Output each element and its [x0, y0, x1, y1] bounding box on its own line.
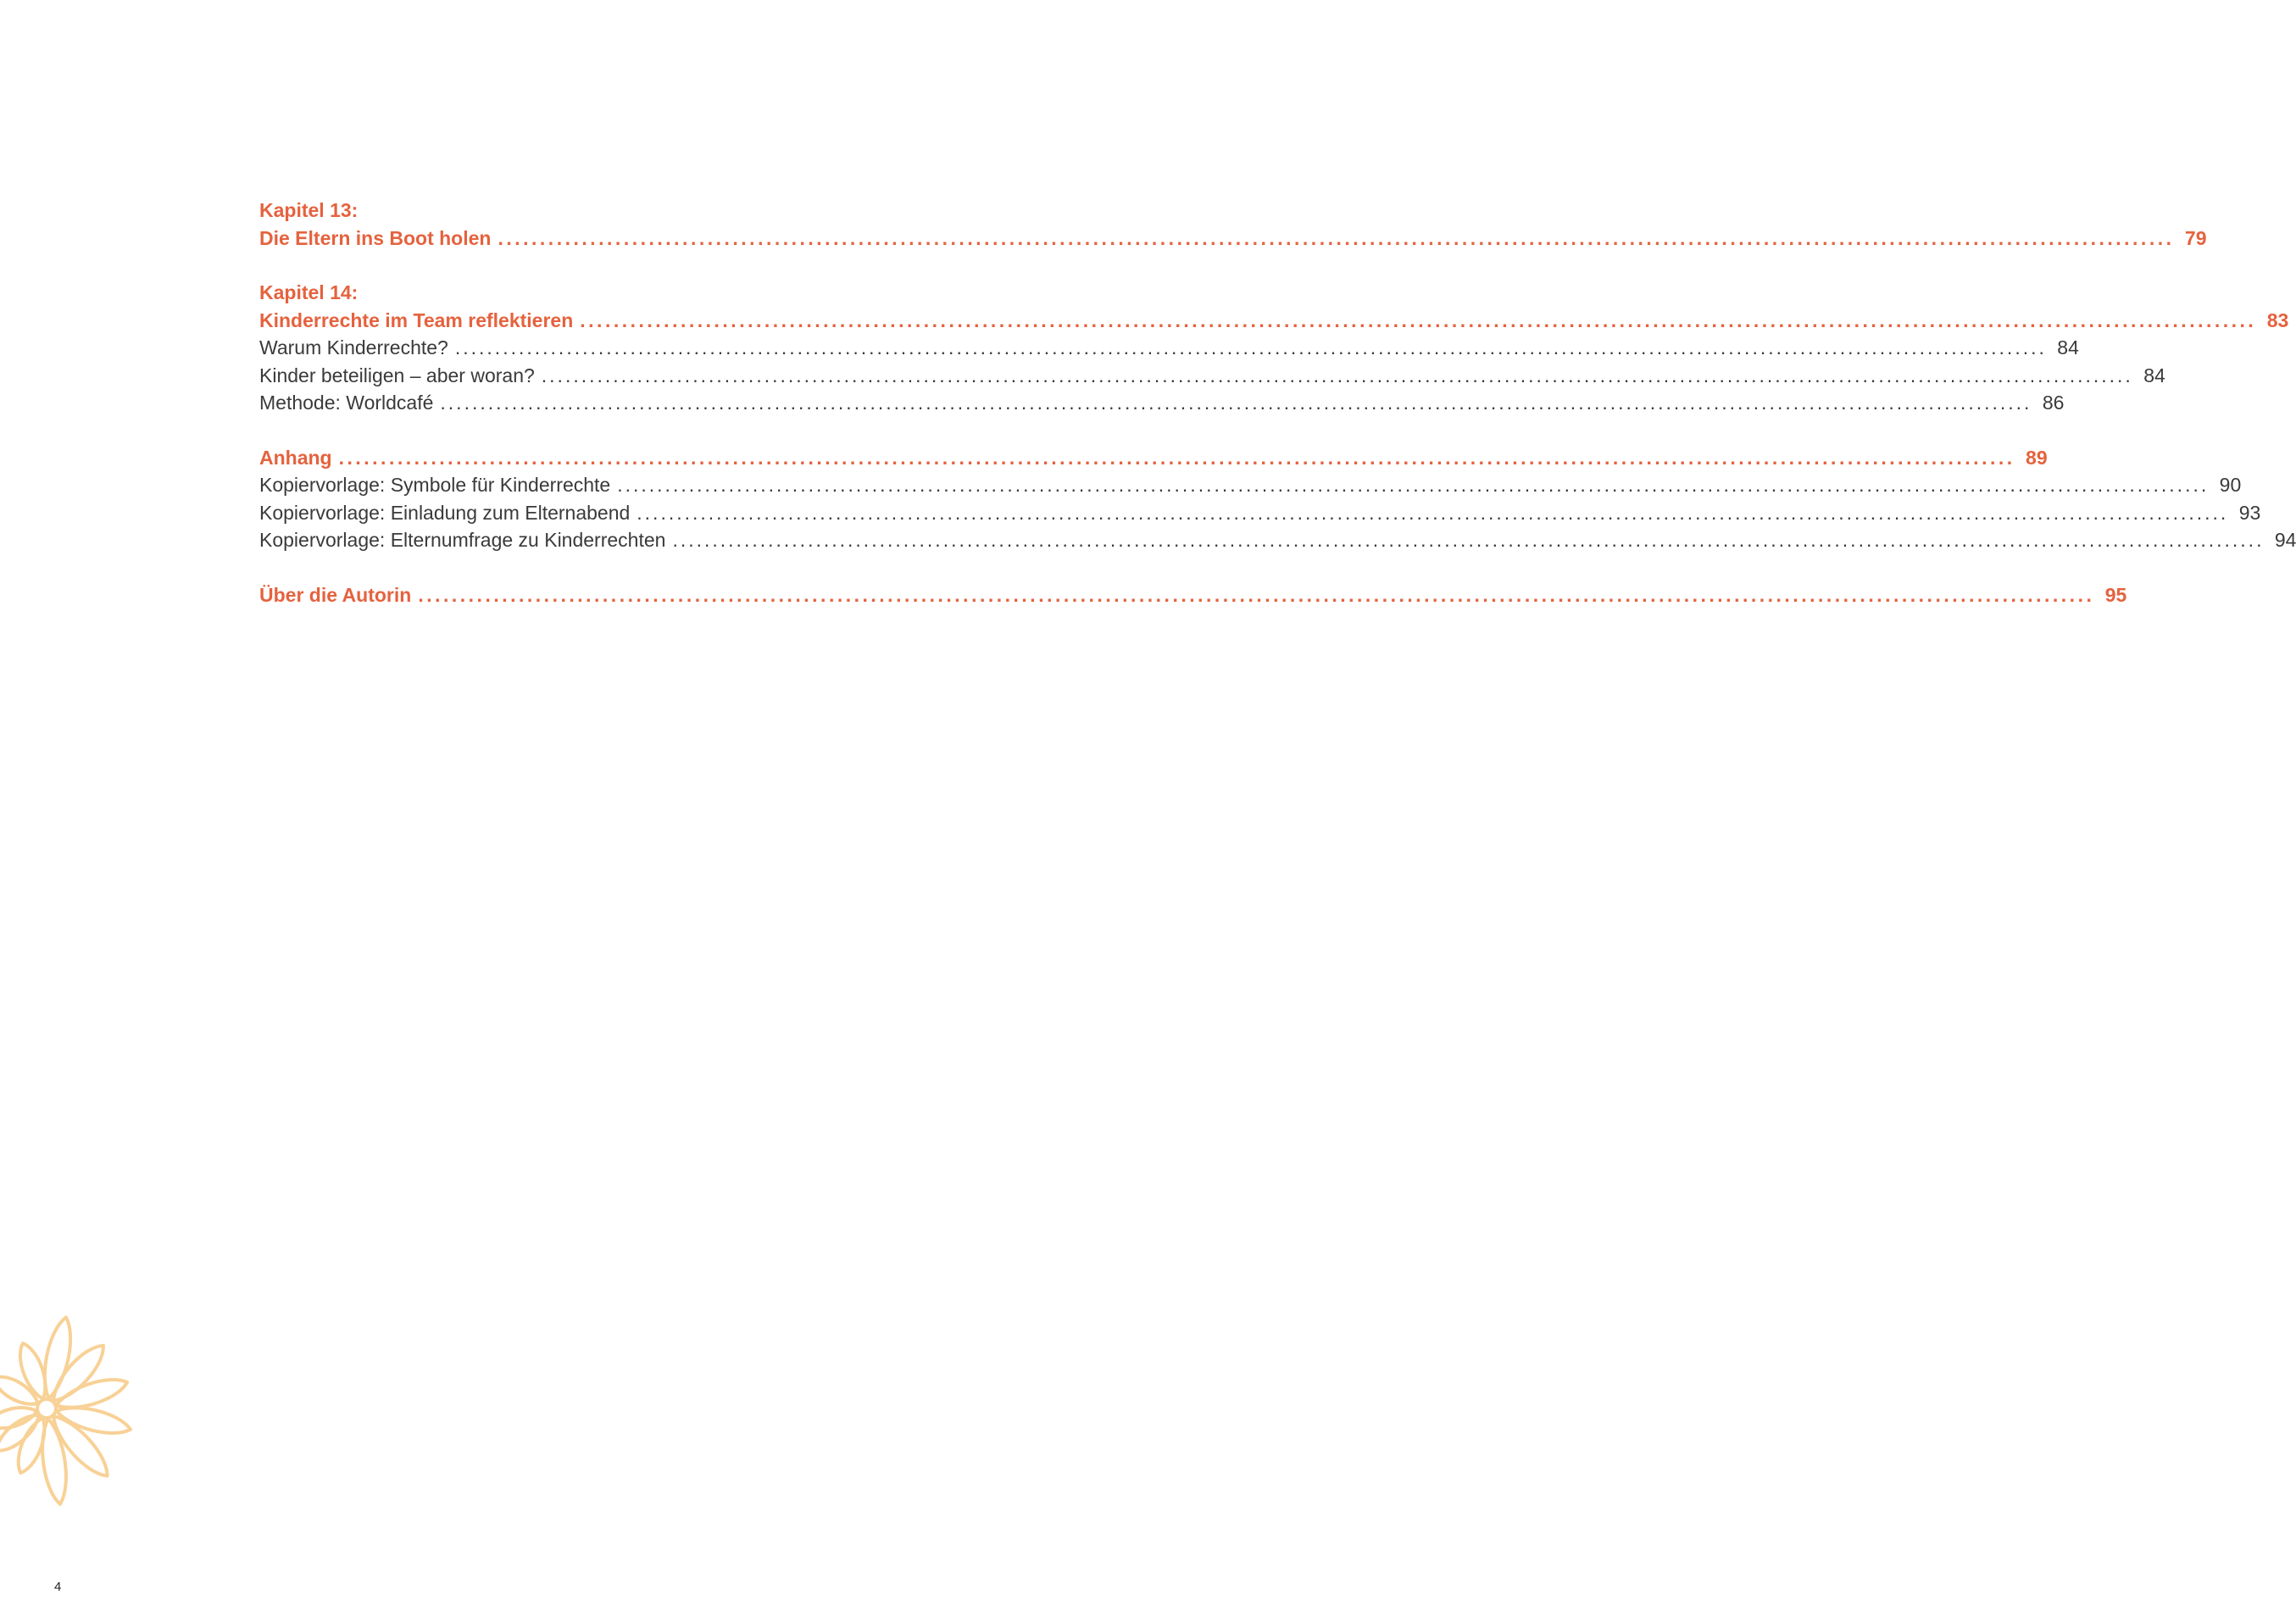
- toc-subentry[interactable]: [259, 499, 2261, 527]
- page-number: 4: [54, 1580, 62, 1594]
- flower-outline-icon: [0, 1305, 140, 1496]
- flower-petal: [46, 1409, 116, 1483]
- dot-leader: ........................................................................................................................................................................................................: [672, 529, 2265, 551]
- table-of-contents: [259, 197, 2296, 636]
- toc-subentry-page: 84: [2057, 336, 2079, 358]
- toc-group-chapter-14: [259, 279, 2289, 417]
- chapter-label: [259, 197, 933, 225]
- toc-subentry-title: Kinder beteiligen – aber woran?: [259, 364, 535, 386]
- dot-leader: ........................................................................................................................................................................................................: [617, 474, 2210, 496]
- chapter-label-text: Kapitel 14:: [259, 281, 359, 303]
- toc-subentry[interactable]: [259, 362, 2165, 390]
- toc-subentry-page: 86: [2042, 392, 2065, 414]
- toc-group-anhang: [259, 444, 2296, 554]
- flower-petal: [46, 1338, 112, 1408]
- dot-leader: ........................................................................................................................................................................................................: [418, 583, 2095, 606]
- toc-subentry-title: Warum Kinderrechte?: [259, 336, 448, 358]
- flower-petal: [0, 1370, 42, 1411]
- toc-entry-title: Anhang: [259, 446, 332, 469]
- chapter-label-text: Kapitel 13:: [259, 199, 359, 221]
- toc-entry[interactable]: [259, 225, 2207, 253]
- toc-subentry[interactable]: [259, 334, 2079, 362]
- toc-subentry-title: Kopiervorlage: Einladung zum Elternabend: [259, 501, 631, 524]
- toc-subentry-page: 84: [2143, 364, 2165, 386]
- toc-subentry[interactable]: [259, 526, 2296, 554]
- toc-entry-title: Über die Autorin: [259, 583, 412, 606]
- toc-entry[interactable]: [259, 307, 2289, 335]
- toc-subentry-page: 94: [2274, 529, 2296, 551]
- flower-petal: [0, 1409, 45, 1458]
- toc-entry-title: Kinderrechte im Team reflektieren: [259, 308, 574, 331]
- toc-group-chapter-13: [259, 197, 2207, 252]
- toc-entry-title: Die Eltern ins Boot holen: [259, 226, 492, 249]
- toc-subentry[interactable]: [259, 389, 2065, 417]
- flower-petal: [37, 1417, 70, 1506]
- dot-leader: ........................................................................................................................................................................................................: [440, 392, 2032, 414]
- toc-entry-page: 89: [2026, 446, 2048, 469]
- dot-leader: ........................................................................................................................................................................................................: [338, 446, 2015, 469]
- toc-group-autorin: [259, 581, 2127, 609]
- chapter-label: [259, 279, 933, 307]
- toc-subentry-page: 90: [2219, 474, 2242, 496]
- toc-entry[interactable]: [259, 444, 2048, 472]
- toc-entry[interactable]: [259, 581, 2127, 609]
- dot-leader: ........................................................................................................................................................................................................: [637, 501, 2229, 524]
- dot-leader: ........................................................................................................................................................................................................: [580, 308, 2257, 331]
- toc-subentry-title: Kopiervorlage: Symbole für Kinderrechte: [259, 474, 611, 496]
- toc-entry-page: 83: [2266, 308, 2289, 331]
- toc-subentry-title: Kopiervorlage: Elternumfrage zu Kinderrechten: [259, 529, 666, 551]
- dot-leader: ........................................................................................................................................................................................................: [498, 226, 2175, 249]
- toc-subentry-page: 93: [2238, 501, 2261, 524]
- toc-subentry-title: Methode: Worldcafé: [259, 392, 434, 414]
- toc-subentry[interactable]: [259, 471, 2242, 499]
- dot-leader: ........................................................................................................................................................................................................: [454, 336, 2047, 358]
- toc-entry-page: 95: [2104, 583, 2127, 606]
- dot-leader: ........................................................................................................................................................................................................: [541, 364, 2133, 386]
- toc-entry-page: 79: [2184, 226, 2207, 249]
